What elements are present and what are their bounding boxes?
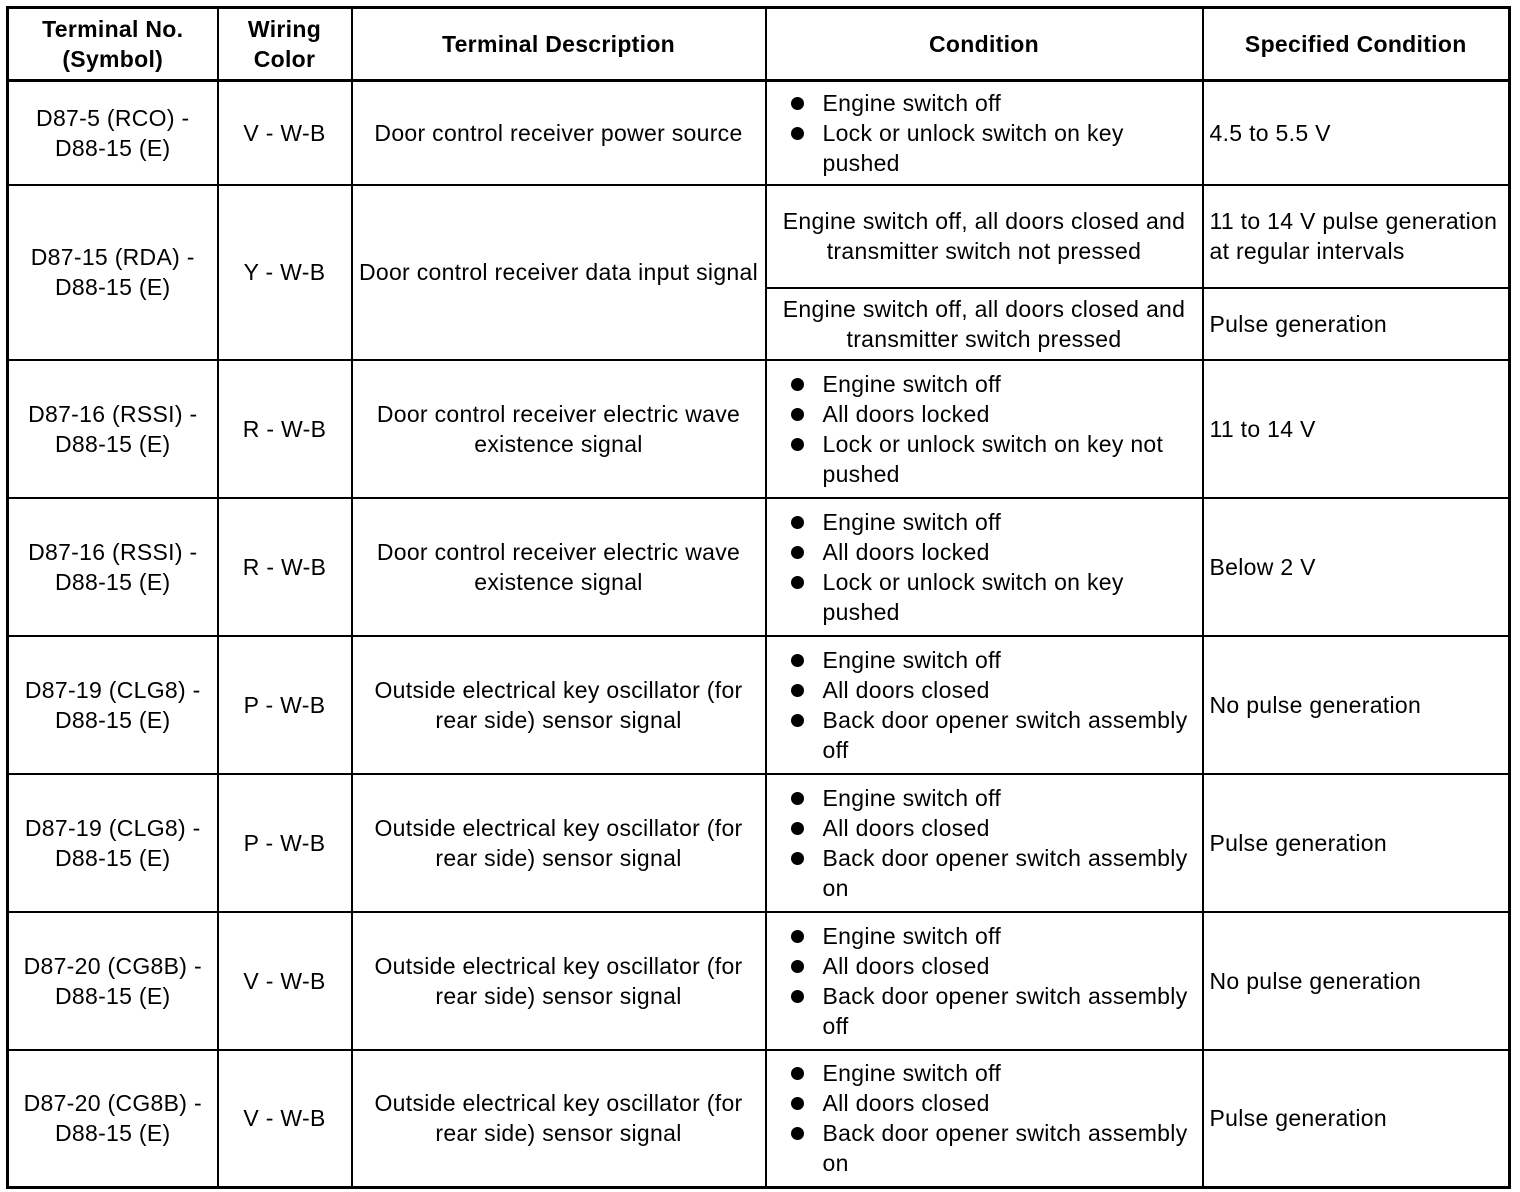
condition-bullet: All doors locked xyxy=(773,537,1196,567)
table-row xyxy=(8,636,1510,774)
condition-bullet: All doors closed xyxy=(773,951,1196,981)
description-cell: Outside electrical key oscillator (for rear side) sensor signal xyxy=(352,1050,766,1188)
condition-cell xyxy=(766,498,1203,636)
condition-cell xyxy=(766,360,1203,498)
description-cell: Door control receiver electric wave existence signal xyxy=(352,360,766,498)
description-cell: Outside electrical key oscillator (for rear side) sensor signal xyxy=(352,636,766,774)
terminal-cell xyxy=(8,360,218,498)
description-cell: Outside electrical key oscillator (for rear side) sensor signal xyxy=(352,912,766,1050)
wiring-color-cell: Y - W-B xyxy=(218,185,352,360)
header-condition: Condition xyxy=(766,8,1203,81)
condition-cell xyxy=(766,81,1203,185)
wiring-color-cell: V - W-B xyxy=(218,1050,352,1188)
table-row xyxy=(8,774,1510,912)
wiring-color-cell: R - W-B xyxy=(218,498,352,636)
terminal-line2: D88-15 (E) xyxy=(55,274,171,300)
condition-cell xyxy=(766,912,1203,1050)
terminal-cell xyxy=(8,498,218,636)
wiring-color-cell: P - W-B xyxy=(218,636,352,774)
wiring-color-cell: R - W-B xyxy=(218,360,352,498)
condition-bullet: Engine switch off xyxy=(773,921,1196,951)
condition-bullet: Back door opener switch assembly on xyxy=(773,1118,1196,1178)
table-header-row xyxy=(8,8,1510,81)
header-wiring-line1: Wiring xyxy=(247,16,322,42)
condition-bullet: All doors closed xyxy=(773,1088,1196,1118)
condition-bullet: Engine switch off xyxy=(773,369,1196,399)
terminal-spec-table xyxy=(6,6,1511,1189)
description-cell: Outside electrical key oscillator (for rear side) sensor signal xyxy=(352,774,766,912)
terminal-cell xyxy=(8,1050,218,1188)
header-wiring-color xyxy=(218,8,352,81)
condition-cell xyxy=(766,1050,1203,1188)
specified-condition-cell: No pulse generation xyxy=(1203,912,1510,1050)
header-terminal xyxy=(8,8,218,81)
condition-bullet: Engine switch off xyxy=(773,507,1196,537)
terminal-line2: D88-15 (E) xyxy=(55,1120,171,1147)
terminal-line1: D87-20 (CG8B) - xyxy=(23,952,202,979)
condition-cell xyxy=(766,774,1203,912)
terminal-line2: D88-15 (E) xyxy=(55,430,171,457)
header-terminal-line2: (Symbol) xyxy=(62,46,164,72)
condition-bullet: Back door opener switch assembly on xyxy=(773,843,1196,903)
terminal-line1: D87-15 (RDA) - xyxy=(30,244,195,270)
description-cell: Door control receiver data input signal xyxy=(352,185,766,360)
header-specified-condition: Specified Condition xyxy=(1203,8,1510,81)
specified-condition-cell: 11 to 14 V pulse generation at regular intervals xyxy=(1203,185,1510,288)
specified-condition-cell: No pulse generation xyxy=(1203,636,1510,774)
terminal-cell xyxy=(8,774,218,912)
condition-bullet: Lock or unlock switch on key not pushed xyxy=(773,429,1196,489)
condition-bullet: All doors locked xyxy=(773,399,1196,429)
header-description: Terminal Description xyxy=(352,8,766,81)
condition-bullet: Engine switch off xyxy=(773,645,1196,675)
table-row xyxy=(8,81,1510,185)
condition-bullet: All doors closed xyxy=(773,675,1196,705)
condition-bullet: All doors closed xyxy=(773,813,1196,843)
specified-condition-cell: 11 to 14 V xyxy=(1203,360,1510,498)
condition-bullet: Engine switch off xyxy=(773,1058,1196,1088)
specified-condition-cell: Pulse generation xyxy=(1203,774,1510,912)
table-row xyxy=(8,498,1510,636)
terminal-cell xyxy=(8,81,218,185)
wiring-color-cell: V - W-B xyxy=(218,81,352,185)
terminal-line2: D88-15 (E) xyxy=(55,706,171,733)
condition-cell: Engine switch off, all doors closed and transmitter switch not pressed xyxy=(766,185,1203,288)
specified-condition-cell: Below 2 V xyxy=(1203,498,1510,636)
terminal-line1: D87-16 (RSSI) - xyxy=(28,400,198,427)
terminal-cell xyxy=(8,185,218,360)
terminal-line1: D87-19 (CLG8) - xyxy=(24,814,201,841)
terminal-line1: D87-16 (RSSI) - xyxy=(28,538,198,565)
header-terminal-line1: Terminal No. xyxy=(42,16,184,42)
description-cell: Door control receiver electric wave existence signal xyxy=(352,498,766,636)
terminal-line2: D88-15 (E) xyxy=(55,982,171,1009)
terminal-cell xyxy=(8,636,218,774)
terminal-line2: D88-15 (E) xyxy=(55,568,171,595)
condition-bullet: Lock or unlock switch on key pushed xyxy=(773,118,1196,178)
terminal-line1: D87-20 (CG8B) - xyxy=(23,1090,202,1117)
terminal-line2: D88-15 (E) xyxy=(55,134,171,161)
condition-bullet: Back door opener switch assembly off xyxy=(773,705,1196,765)
description-cell: Door control receiver power source xyxy=(352,81,766,185)
specified-condition-cell: Pulse generation xyxy=(1203,1050,1510,1188)
condition-bullet: Engine switch off xyxy=(773,783,1196,813)
condition-cell xyxy=(766,636,1203,774)
condition-cell: Engine switch off, all doors closed and transmitter switch pressed xyxy=(766,288,1203,360)
terminal-line1: D87-5 (RCO) - xyxy=(36,104,190,131)
table-row xyxy=(8,912,1510,1050)
condition-bullet: Engine switch off xyxy=(773,88,1196,118)
terminal-cell xyxy=(8,912,218,1050)
header-wiring-line2: Color xyxy=(253,46,316,72)
terminal-line2: D88-15 (E) xyxy=(55,844,171,871)
table-row xyxy=(8,360,1510,498)
table-row xyxy=(8,185,1510,288)
wiring-color-cell: P - W-B xyxy=(218,774,352,912)
condition-bullet: Lock or unlock switch on key pushed xyxy=(773,567,1196,627)
terminal-line1: D87-19 (CLG8) - xyxy=(24,676,201,703)
condition-bullet: Back door opener switch assembly off xyxy=(773,981,1196,1041)
wiring-color-cell: V - W-B xyxy=(218,912,352,1050)
specified-condition-cell: Pulse generation xyxy=(1203,288,1510,360)
specified-condition-cell: 4.5 to 5.5 V xyxy=(1203,81,1510,185)
table-row xyxy=(8,1050,1510,1188)
